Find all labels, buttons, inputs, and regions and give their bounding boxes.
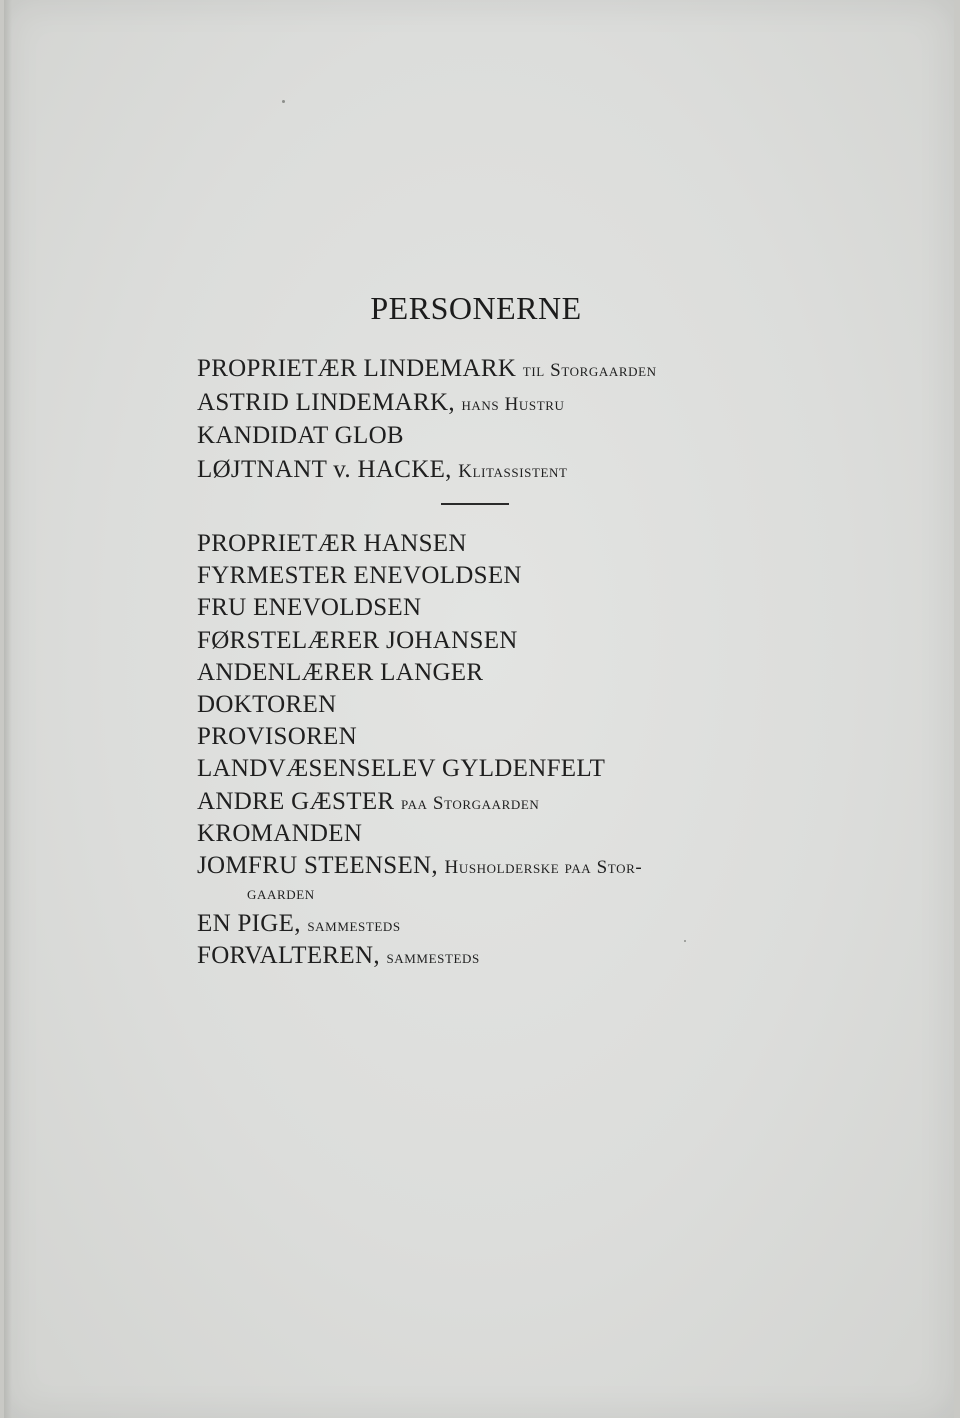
section-divider [441, 503, 509, 505]
character-name: LANDVÆSENSELEV GYLDENFELT [197, 755, 606, 783]
character-entry [197, 753, 817, 785]
character-entry [197, 386, 817, 420]
character-entry [197, 419, 817, 453]
character-name: PROPRIETÆR HANSEN [197, 530, 467, 557]
character-role: Husholderske paa Stor- [444, 856, 643, 878]
character-name: PROPRIETÆR LINDEMARK [197, 355, 517, 382]
character-entry [197, 352, 817, 386]
character-entry [197, 908, 817, 940]
character-entry [197, 850, 817, 882]
character-role: sammesteds [307, 915, 401, 937]
principal-character-list [197, 352, 817, 486]
character-entry [197, 721, 817, 753]
character-name: KANDIDAT GLOB [197, 422, 404, 449]
character-name: LØJTNANT v. HACKE, [197, 455, 452, 483]
character-entry [197, 625, 817, 657]
character-entry [197, 786, 817, 818]
character-entry [197, 940, 817, 972]
paper-speck [684, 940, 686, 942]
character-role: paa Storgaarden [400, 792, 540, 814]
character-name: FRU ENEVOLDSEN [197, 594, 422, 622]
character-entry [197, 657, 817, 689]
character-role-continuation [197, 882, 817, 908]
character-name: PROVISOREN [197, 723, 357, 751]
character-name: KROMANDEN [197, 819, 363, 847]
character-entry [197, 592, 817, 624]
character-role: hans Hustru [461, 393, 565, 415]
character-name: JOMFRU STEENSEN, [197, 851, 438, 879]
character-name: DOKTOREN [197, 690, 337, 718]
character-name: ASTRID LINDEMARK, [197, 388, 455, 416]
character-entry [197, 560, 817, 592]
character-entry [197, 818, 817, 850]
character-entry [197, 689, 817, 721]
character-name: ANDRE GÆSTER [197, 787, 395, 815]
page-title: PERSONERNE [370, 290, 582, 326]
character-name: FORVALTEREN, [197, 942, 380, 970]
character-name: FYRMESTER ENEVOLDSEN [197, 562, 522, 590]
book-page [4, 0, 954, 1418]
character-name: EN PIGE, [197, 910, 301, 938]
character-entry [197, 528, 817, 560]
character-name: ANDENLÆRER LANGER [197, 658, 484, 686]
character-role: til Storgaarden [522, 360, 657, 381]
character-entry [197, 453, 817, 487]
character-role-continued: gaarden [247, 883, 315, 905]
character-name: FØRSTELÆRER JOHANSEN [197, 626, 518, 654]
paper-speck [282, 100, 285, 103]
page-edge [4, 0, 12, 1418]
character-role: sammesteds [386, 947, 480, 969]
other-character-list [197, 528, 817, 972]
character-role: Klitassistent [458, 460, 568, 482]
